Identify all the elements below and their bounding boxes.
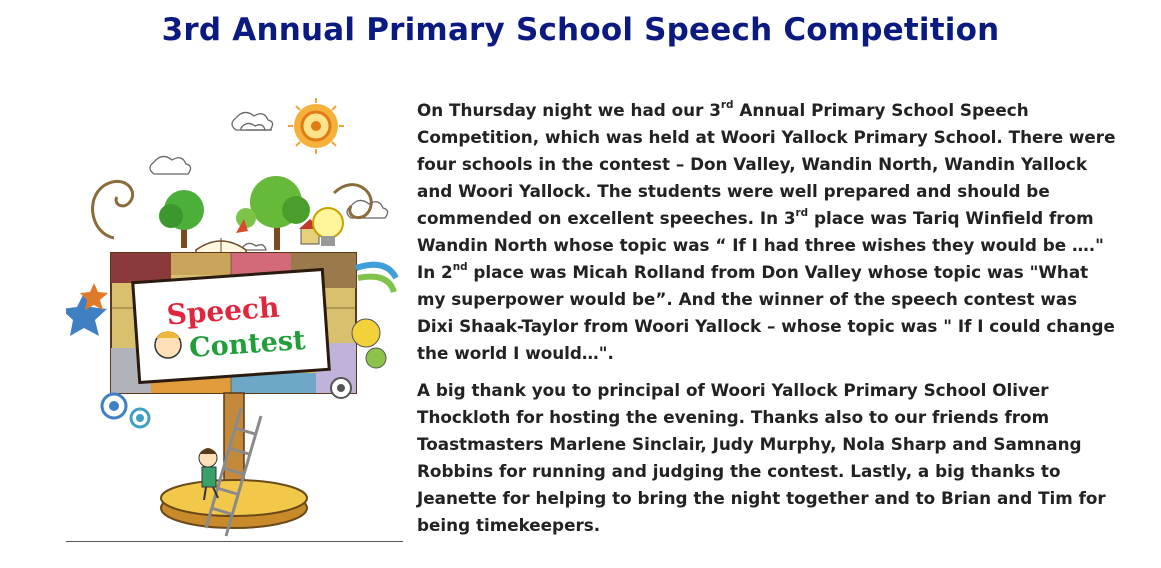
trees: [159, 176, 321, 250]
paragraph-thanks: A big thank you to principal of Woori Yallock Primary School Oliver Thockloth for hosting the evening. Thanks also to our friends from Toastmasters Marlene Sinclair, Judy Murphy, Nola Sharp and Samnang Robbins for running and judging the contest. Lastly, a big thanks to Jeanette for helping to bring the night together and to Brian and Tim for being timekeepers.: [417, 380, 1106, 535]
sun-icon: [288, 98, 344, 154]
flower-decoration: [352, 265, 396, 368]
page-title: 3rd Annual Primary School Speech Competition: [161, 12, 1000, 48]
article-body: [417, 97, 1117, 549]
child-face: [155, 331, 181, 358]
speech-contest-illustration: [66, 98, 403, 542]
paragraph-results: On Thursday night we had our 3rd Annual Primary School Speech Competition, which was held at Woori Yallock Primary School. There were four schools in the contest – Don Valley, Wandin North, Wandin Yallock and Woori Yallock. The students were well prepared and should be commended on excellent speeches. In 3rd place was Tariq Winfield from Wandin North whose topic was “ If I had three wishes they would be …." In 2nd place was Micah Rolland from Don Valley whose topic was "What my superpower would be”. And the winner of the speech contest was Dixi Shaak-Taylor from Woori Yallock – whose topic was " If I could change the world I would…".: [417, 98, 1116, 363]
sign-line-contest: Contest: [188, 324, 307, 364]
sign-line-speech: Speech: [165, 290, 281, 332]
